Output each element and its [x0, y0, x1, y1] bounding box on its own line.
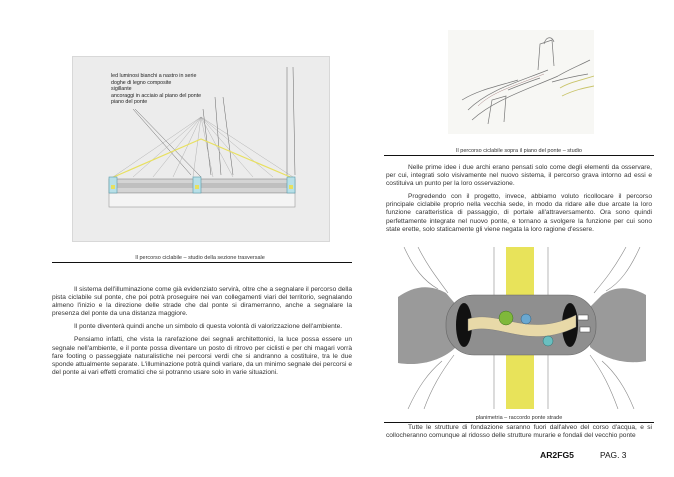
- plan-drawing: [398, 247, 646, 409]
- label-doghe: doghe di legno composite: [111, 79, 172, 86]
- section-study-caption: Il percorso ciclabile – studio della sezione trasversale: [135, 255, 265, 261]
- right-body-text: [386, 164, 652, 239]
- bridge-sketch: [448, 30, 594, 134]
- label-led: led luminosi bianchi a nastro in serie: [111, 73, 197, 79]
- document-code: AR2FG5: [540, 450, 574, 460]
- right-paragraph-1: Nelle prime idee i due archi erano pensati solo come degli elementi da osservare, per cui, integrati solo visivamente nel nuovo sistema, il percorso grava intorno ad essi e costituiva un punto per la loro osservazione.: [386, 164, 652, 188]
- label-sigillante: sigillante: [111, 86, 132, 93]
- plan-caption-rule: [384, 422, 654, 423]
- section-labels: [111, 73, 201, 106]
- left-paragraph-1: Il sistema dell'illuminazione come già evidenziato servirà, oltre che a segnalare il percorso della pista ciclabile sul ponte, che poi potrà proseguire nei van collegamenti viari del territorio, segnalando almeno l'inizio e la direzione delle strade che dal ponte si diramerranno, anche a segnalare la presenza del ponte da una distanza maggiore.: [52, 286, 352, 318]
- section-study-figure: [72, 56, 330, 242]
- left-caption-rule: [52, 262, 352, 263]
- page-number: PAG. 3: [600, 450, 627, 460]
- label-ancoraggi: ancoraggi in acciaio al piano del ponte: [111, 92, 202, 99]
- foundation-text: Tutte le strutture di fondazione saranno fuori dall'alveo del corso d'acqua, e si collocheranno comunque al ridosso delle strutture murarie e fondali del vecchio ponte: [386, 424, 652, 440]
- label-piano: piano del ponte: [111, 99, 148, 106]
- right-caption-rule: [384, 155, 654, 156]
- plan-figure: [398, 247, 646, 409]
- bridge-sketch-figure: [448, 30, 594, 134]
- right-paragraph-2: Progredendo con il progetto, invece, abbiamo voluto ricollocare il percorso principale ciclabile proprio nella vecchia sede, in modo da ridare alle due arcate la loro funzione caratteristica di passaggio, di portale all'attraversamento. Ora sono quindi perfettamente integrate nel nuovo ponte, e tornano a svolgere la funzione per cui sono state erette, solo staticamente gli viene negata la loro ragione d'essere.: [386, 193, 652, 233]
- left-paragraph-3: Pensiamo infatti, che vista la rarefazione dei segnali architettonici, la luce possa essere un segnale nell'ambiente, e il ponte possa diventare un posto di ritrovo per ciclisti e per chi magari vorrà fare footing o passeggiate naturalistiche nei percorsi verdi che si andranno a costituire, tra le due sponde attualmente separate. L'illuminazione potrà quindi variare, da un minimo segnale dei percorsi e del ponte ai vari effetti cromatici che si potranno usare solo in varie situazioni.: [52, 336, 352, 376]
- bridge-sketch-caption: Il percorso ciclabile sopra il piano del ponte – studio: [456, 148, 582, 154]
- left-body-text: [52, 286, 352, 382]
- plan-caption: planimetria – raccordo ponte strade: [475, 415, 563, 421]
- left-paragraph-2: Il ponte diventerà quindi anche un simbolo di questa volontà di valorizzazione dell'ambiente.: [74, 323, 343, 331]
